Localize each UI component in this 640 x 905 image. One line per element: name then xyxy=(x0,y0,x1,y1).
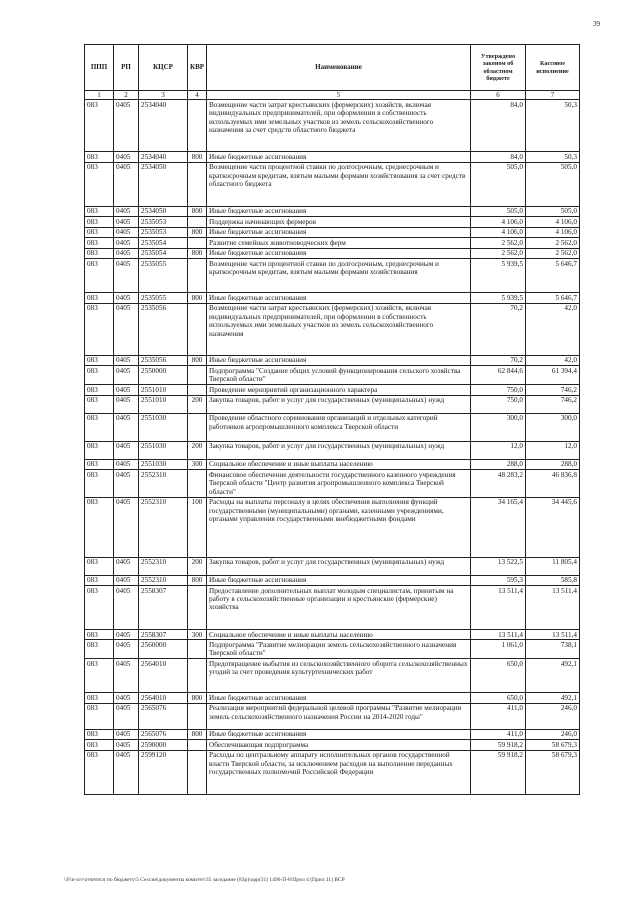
cell-approved: 750,0 xyxy=(471,395,526,413)
cell-ppp: 083 xyxy=(85,693,114,703)
cell-executed: 585,8 xyxy=(526,575,580,585)
cell-approved: 70,2 xyxy=(471,355,526,365)
cell-ppp: 083 xyxy=(85,470,114,497)
cell-approved: 4 106,0 xyxy=(471,217,526,227)
column-number: 5 xyxy=(207,91,471,100)
table-row xyxy=(85,441,580,459)
cell-kvr xyxy=(188,640,207,659)
header-rp: РП xyxy=(114,45,139,91)
cell-name: Иные бюджетные ассигнования xyxy=(207,355,471,365)
cell-kvr xyxy=(188,238,207,248)
cell-ppp: 083 xyxy=(85,659,114,693)
cell-executed: 13 511,4 xyxy=(526,586,580,630)
cell-executed: 34 445,6 xyxy=(526,497,580,557)
cell-name: Проведение мероприятий организационного характера xyxy=(207,385,471,395)
cell-kvr xyxy=(188,413,207,441)
cell-ppp: 083 xyxy=(85,303,114,355)
cell-rp: 0405 xyxy=(114,586,139,630)
cell-executed: 246,0 xyxy=(526,703,580,729)
cell-kcsr: 2551030 xyxy=(139,441,188,459)
cell-ppp: 083 xyxy=(85,259,114,293)
cell-name: Обеспечивающая подпрограмма xyxy=(207,740,471,750)
cell-approved: 48 283,2 xyxy=(471,470,526,497)
cell-executed: 58 679,3 xyxy=(526,750,580,794)
cell-kvr xyxy=(188,703,207,729)
cell-rp: 0405 xyxy=(114,366,139,385)
cell-name: Иные бюджетные ассигнования xyxy=(207,693,471,703)
cell-kcsr: 2535056 xyxy=(139,303,188,355)
header-ppp: ППП xyxy=(85,45,114,91)
cell-approved: 84,0 xyxy=(471,100,526,152)
header-name: Наименование xyxy=(207,45,471,91)
cell-executed: 746,2 xyxy=(526,395,580,413)
table-row xyxy=(85,206,580,216)
cell-rp: 0405 xyxy=(114,293,139,303)
cell-kvr: 100 xyxy=(188,497,207,557)
cell-executed: 2 562,0 xyxy=(526,238,580,248)
cell-kvr: 800 xyxy=(188,152,207,162)
cell-kvr xyxy=(188,385,207,395)
table-row xyxy=(85,630,580,640)
cell-ppp: 083 xyxy=(85,575,114,585)
cell-name: Подпрограмма "Создание общих условий функционирования сельского хозяйства Тверской области" xyxy=(207,366,471,385)
cell-kcsr: 2535053 xyxy=(139,217,188,227)
cell-approved: 5 939,5 xyxy=(471,259,526,293)
cell-approved: 750,0 xyxy=(471,385,526,395)
header-executed: Кассовое исполнение xyxy=(526,45,580,91)
cell-kvr xyxy=(188,162,207,206)
cell-ppp: 083 xyxy=(85,750,114,794)
cell-kvr xyxy=(188,366,207,385)
cell-executed: 505,0 xyxy=(526,206,580,216)
table-row xyxy=(85,750,580,794)
cell-ppp: 083 xyxy=(85,152,114,162)
cell-kcsr: 2534040 xyxy=(139,100,188,152)
cell-ppp: 083 xyxy=(85,459,114,469)
cell-rp: 0405 xyxy=(114,100,139,152)
cell-rp: 0405 xyxy=(114,693,139,703)
column-number: 3 xyxy=(139,91,188,100)
cell-ppp: 083 xyxy=(85,385,114,395)
cell-name: Предоставление дополнительных выплат молодым специалистам, принятым на работу в сельскохозяйственные организации и крестьянские (фермерские) хозяйства xyxy=(207,586,471,630)
cell-approved: 12,0 xyxy=(471,441,526,459)
cell-kvr xyxy=(188,217,207,227)
cell-kcsr: 2565076 xyxy=(139,729,188,739)
table-row xyxy=(85,366,580,385)
cell-ppp: 083 xyxy=(85,366,114,385)
header-kcsr: КЦСР xyxy=(139,45,188,91)
cell-approved: 505,0 xyxy=(471,206,526,216)
cell-rp: 0405 xyxy=(114,248,139,258)
column-number: 2 xyxy=(114,91,139,100)
column-number: 1 xyxy=(85,91,114,100)
cell-kvr: 200 xyxy=(188,395,207,413)
cell-kcsr: 2564010 xyxy=(139,693,188,703)
column-number: 6 xyxy=(471,91,526,100)
cell-ppp: 083 xyxy=(85,557,114,575)
cell-kcsr: 2535054 xyxy=(139,238,188,248)
cell-name: Возмещение части процентной ставки по долгосрочным, среднесрочным и краткосрочным кредитам, взятым малыми формами хозяйствования за счет средств областного бюджета xyxy=(207,162,471,206)
cell-ppp: 083 xyxy=(85,227,114,237)
cell-kvr: 800 xyxy=(188,206,207,216)
cell-rp: 0405 xyxy=(114,729,139,739)
cell-kvr: 300 xyxy=(188,459,207,469)
table-row xyxy=(85,238,580,248)
cell-rp: 0405 xyxy=(114,152,139,162)
table-row xyxy=(85,395,580,413)
budget-table xyxy=(84,44,580,795)
header-kvr: КВР xyxy=(188,45,207,91)
table-row xyxy=(85,586,580,630)
footer-file-path: \\Fin-srv\отчетисп по бюджету\5 Сессия\документы комитет\35 заседание (83р)\орр(31) 1496-П-8\Прил 4 (Прил 11) ВСР xyxy=(64,877,345,883)
cell-kvr: 800 xyxy=(188,355,207,365)
cell-rp: 0405 xyxy=(114,355,139,365)
cell-kcsr: 2535053 xyxy=(139,227,188,237)
table-row xyxy=(85,162,580,206)
cell-rp: 0405 xyxy=(114,575,139,585)
table-row xyxy=(85,355,580,365)
cell-ppp: 083 xyxy=(85,293,114,303)
cell-executed: 492,1 xyxy=(526,693,580,703)
cell-approved: 13 511,4 xyxy=(471,630,526,640)
cell-rp: 0405 xyxy=(114,217,139,227)
cell-name: Расходы на выплаты персоналу в целях обеспечения выполнения функций государственными (муниципальными) органами, казенными учреждениями, органами управления государственными внебюджетными фондами xyxy=(207,497,471,557)
cell-rp: 0405 xyxy=(114,740,139,750)
cell-kvr xyxy=(188,750,207,794)
cell-kcsr: 2558307 xyxy=(139,630,188,640)
cell-kvr: 200 xyxy=(188,441,207,459)
cell-name: Иные бюджетные ассигнования xyxy=(207,152,471,162)
cell-rp: 0405 xyxy=(114,162,139,206)
cell-name: Проведение областного соревнования организаций и отдельных категорий работников агропромышленного комплекса Тверской области xyxy=(207,413,471,441)
cell-kvr: 800 xyxy=(188,293,207,303)
cell-name: Закупка товаров, работ и услуг для государственных (муниципальных) нужд xyxy=(207,441,471,459)
cell-executed: 492,1 xyxy=(526,659,580,693)
cell-approved: 13 522,5 xyxy=(471,557,526,575)
cell-name: Поддержка начинающих фермеров xyxy=(207,217,471,227)
cell-name: Иные бюджетные ассигнования xyxy=(207,248,471,258)
cell-rp: 0405 xyxy=(114,630,139,640)
cell-kvr xyxy=(188,586,207,630)
cell-executed: 505,0 xyxy=(526,162,580,206)
cell-approved: 1 061,0 xyxy=(471,640,526,659)
cell-kcsr: 2535054 xyxy=(139,248,188,258)
cell-kvr: 800 xyxy=(188,227,207,237)
cell-kcsr: 2599120 xyxy=(139,750,188,794)
cell-approved: 84,0 xyxy=(471,152,526,162)
cell-name: Иные бюджетные ассигнования xyxy=(207,729,471,739)
cell-executed: 746,2 xyxy=(526,385,580,395)
cell-kcsr: 2552310 xyxy=(139,575,188,585)
table-row xyxy=(85,413,580,441)
cell-ppp: 083 xyxy=(85,497,114,557)
cell-kvr xyxy=(188,100,207,152)
cell-ppp: 083 xyxy=(85,413,114,441)
cell-executed: 5 646,7 xyxy=(526,259,580,293)
cell-name: Иные бюджетные ассигнования xyxy=(207,206,471,216)
column-number: 4 xyxy=(188,91,207,100)
cell-kvr: 300 xyxy=(188,630,207,640)
table-row xyxy=(85,227,580,237)
table-row xyxy=(85,640,580,659)
cell-ppp: 083 xyxy=(85,217,114,227)
cell-kcsr: 2551010 xyxy=(139,395,188,413)
page-number: 39 xyxy=(593,20,600,28)
table-row xyxy=(85,497,580,557)
table-row xyxy=(85,259,580,293)
cell-executed: 4 106,0 xyxy=(526,227,580,237)
table-row xyxy=(85,303,580,355)
cell-kcsr: 2534050 xyxy=(139,206,188,216)
cell-kcsr: 2535056 xyxy=(139,355,188,365)
cell-rp: 0405 xyxy=(114,413,139,441)
cell-name: Возмещение части процентной ставки по долгосрочным, среднесрочным и краткосрочным кредитам, взятым малыми формами хозяйствования xyxy=(207,259,471,293)
cell-name: Социальное обеспечение и иные выплаты населению xyxy=(207,459,471,469)
table-row xyxy=(85,729,580,739)
cell-name: Закупка товаров, работ и услуг для государственных (муниципальных) нужд xyxy=(207,557,471,575)
cell-executed: 738,1 xyxy=(526,640,580,659)
cell-rp: 0405 xyxy=(114,238,139,248)
cell-kvr: 800 xyxy=(188,729,207,739)
cell-ppp: 083 xyxy=(85,586,114,630)
table-row xyxy=(85,248,580,258)
table-row xyxy=(85,459,580,469)
cell-executed: 246,0 xyxy=(526,729,580,739)
cell-executed: 50,3 xyxy=(526,100,580,152)
cell-approved: 411,0 xyxy=(471,703,526,729)
cell-rp: 0405 xyxy=(114,750,139,794)
cell-approved: 5 939,5 xyxy=(471,293,526,303)
cell-kvr: 800 xyxy=(188,693,207,703)
cell-executed: 61 394,4 xyxy=(526,366,580,385)
cell-kvr xyxy=(188,259,207,293)
cell-rp: 0405 xyxy=(114,497,139,557)
table-row xyxy=(85,152,580,162)
cell-executed: 4 106,0 xyxy=(526,217,580,227)
cell-name: Реализация мероприятий федеральной целевой программы "Развитие мелиорации земель сельскохозяйственного назначения России на 2014-2020 годы" xyxy=(207,703,471,729)
cell-approved: 650,0 xyxy=(471,659,526,693)
cell-rp: 0405 xyxy=(114,227,139,237)
header-approved: Утверждено законом об областном бюджете xyxy=(471,45,526,91)
cell-kcsr: 2552310 xyxy=(139,470,188,497)
cell-approved: 2 562,0 xyxy=(471,238,526,248)
cell-kcsr: 2565076 xyxy=(139,703,188,729)
cell-rp: 0405 xyxy=(114,259,139,293)
cell-name: Возмещение части затрат крестьянских (фермерских) хозяйств, включая индивидуальных предпринимателей, при оформлении в собственность используемых ими земельных участков из земель сельскохозяйственного назначения за счет средств областного бюджета xyxy=(207,100,471,152)
cell-kcsr: 2560000 xyxy=(139,640,188,659)
cell-kvr xyxy=(188,740,207,750)
cell-kcsr: 2552310 xyxy=(139,557,188,575)
cell-approved: 59 918,2 xyxy=(471,750,526,794)
cell-ppp: 083 xyxy=(85,162,114,206)
cell-executed: 46 836,8 xyxy=(526,470,580,497)
cell-rp: 0405 xyxy=(114,206,139,216)
cell-ppp: 083 xyxy=(85,206,114,216)
table-row xyxy=(85,557,580,575)
cell-approved: 650,0 xyxy=(471,693,526,703)
cell-approved: 411,0 xyxy=(471,729,526,739)
cell-rp: 0405 xyxy=(114,395,139,413)
cell-ppp: 083 xyxy=(85,238,114,248)
cell-kvr xyxy=(188,303,207,355)
cell-approved: 505,0 xyxy=(471,162,526,206)
cell-approved: 62 844,6 xyxy=(471,366,526,385)
cell-executed: 2 562,0 xyxy=(526,248,580,258)
cell-rp: 0405 xyxy=(114,303,139,355)
table-row xyxy=(85,470,580,497)
cell-kvr: 800 xyxy=(188,575,207,585)
cell-ppp: 083 xyxy=(85,630,114,640)
table-row xyxy=(85,659,580,693)
cell-ppp: 083 xyxy=(85,740,114,750)
cell-approved: 4 106,0 xyxy=(471,227,526,237)
column-number-row xyxy=(85,91,580,100)
cell-kcsr: 2590000 xyxy=(139,740,188,750)
cell-rp: 0405 xyxy=(114,659,139,693)
cell-rp: 0405 xyxy=(114,703,139,729)
cell-executed: 288,0 xyxy=(526,459,580,469)
cell-ppp: 083 xyxy=(85,100,114,152)
table-row xyxy=(85,385,580,395)
cell-kvr: 200 xyxy=(188,557,207,575)
cell-kvr xyxy=(188,659,207,693)
cell-kcsr: 2552310 xyxy=(139,497,188,557)
cell-kcsr: 2534050 xyxy=(139,162,188,206)
cell-name: Предотвращение выбытия из сельскохозяйственного оборота сельскохозяйственных угодий за счет проведения культуртехнических работ xyxy=(207,659,471,693)
cell-ppp: 083 xyxy=(85,729,114,739)
cell-ppp: 083 xyxy=(85,395,114,413)
table-row xyxy=(85,693,580,703)
cell-executed: 5 646,7 xyxy=(526,293,580,303)
cell-approved: 34 165,4 xyxy=(471,497,526,557)
cell-kcsr: 2558307 xyxy=(139,586,188,630)
cell-name: Подпрограмма "Развитие мелиорации земель сельскохозяйственного назначения Тверской области" xyxy=(207,640,471,659)
cell-rp: 0405 xyxy=(114,385,139,395)
cell-kvr xyxy=(188,470,207,497)
cell-executed: 58 679,3 xyxy=(526,740,580,750)
cell-name: Расходы по центральному аппарату исполнительных органов государственной власти Тверской области, за исключением расходов на выполнение переданных государственных полномочий Российской Федерации xyxy=(207,750,471,794)
cell-executed: 42,0 xyxy=(526,303,580,355)
table-row xyxy=(85,703,580,729)
cell-kcsr: 2534040 xyxy=(139,152,188,162)
table-row xyxy=(85,293,580,303)
cell-rp: 0405 xyxy=(114,459,139,469)
cell-executed: 11 805,4 xyxy=(526,557,580,575)
cell-kcsr: 2535055 xyxy=(139,259,188,293)
cell-name: Иные бюджетные ассигнования xyxy=(207,227,471,237)
cell-executed: 42,0 xyxy=(526,355,580,365)
table-row xyxy=(85,740,580,750)
cell-kvr: 800 xyxy=(188,248,207,258)
cell-kcsr: 2564010 xyxy=(139,659,188,693)
cell-kcsr: 2535055 xyxy=(139,293,188,303)
table-row xyxy=(85,100,580,152)
cell-ppp: 083 xyxy=(85,355,114,365)
cell-rp: 0405 xyxy=(114,640,139,659)
cell-name: Развитие семейных животноводческих ферм xyxy=(207,238,471,248)
table-body xyxy=(85,100,580,795)
cell-kcsr: 2551030 xyxy=(139,459,188,469)
cell-rp: 0405 xyxy=(114,470,139,497)
cell-kcsr: 2551030 xyxy=(139,413,188,441)
cell-ppp: 083 xyxy=(85,248,114,258)
cell-name: Финансовое обеспечение деятельности государственного казенного учреждения Тверской области "Центр развития агропромышленного комплекса Тверской области" xyxy=(207,470,471,497)
column-number: 7 xyxy=(526,91,580,100)
cell-name: Иные бюджетные ассигнования xyxy=(207,575,471,585)
cell-executed: 50,3 xyxy=(526,152,580,162)
cell-name: Возмещение части затрат крестьянских (фермерских) хозяйств, включая индивидуальных предпринимателей, при оформлении в собственность используемых ими земельных участков из земель сельскохозяйственного назначения xyxy=(207,303,471,355)
cell-approved: 288,0 xyxy=(471,459,526,469)
cell-name: Закупка товаров, работ и услуг для государственных (муниципальных) нужд xyxy=(207,395,471,413)
cell-approved: 70,2 xyxy=(471,303,526,355)
table-row xyxy=(85,217,580,227)
cell-approved: 13 511,4 xyxy=(471,586,526,630)
cell-name: Социальное обеспечение и иные выплаты населению xyxy=(207,630,471,640)
cell-rp: 0405 xyxy=(114,441,139,459)
cell-ppp: 083 xyxy=(85,640,114,659)
cell-ppp: 083 xyxy=(85,441,114,459)
cell-approved: 595,3 xyxy=(471,575,526,585)
table-header-row xyxy=(85,45,580,91)
cell-kcsr: 2551010 xyxy=(139,385,188,395)
cell-executed: 13 511,4 xyxy=(526,630,580,640)
cell-kcsr: 2550000 xyxy=(139,366,188,385)
cell-rp: 0405 xyxy=(114,557,139,575)
cell-approved: 59 918,2 xyxy=(471,740,526,750)
cell-executed: 12,0 xyxy=(526,441,580,459)
cell-approved: 2 562,0 xyxy=(471,248,526,258)
table-row xyxy=(85,575,580,585)
cell-name: Иные бюджетные ассигнования xyxy=(207,293,471,303)
cell-ppp: 083 xyxy=(85,703,114,729)
cell-executed: 300,0 xyxy=(526,413,580,441)
cell-approved: 300,0 xyxy=(471,413,526,441)
